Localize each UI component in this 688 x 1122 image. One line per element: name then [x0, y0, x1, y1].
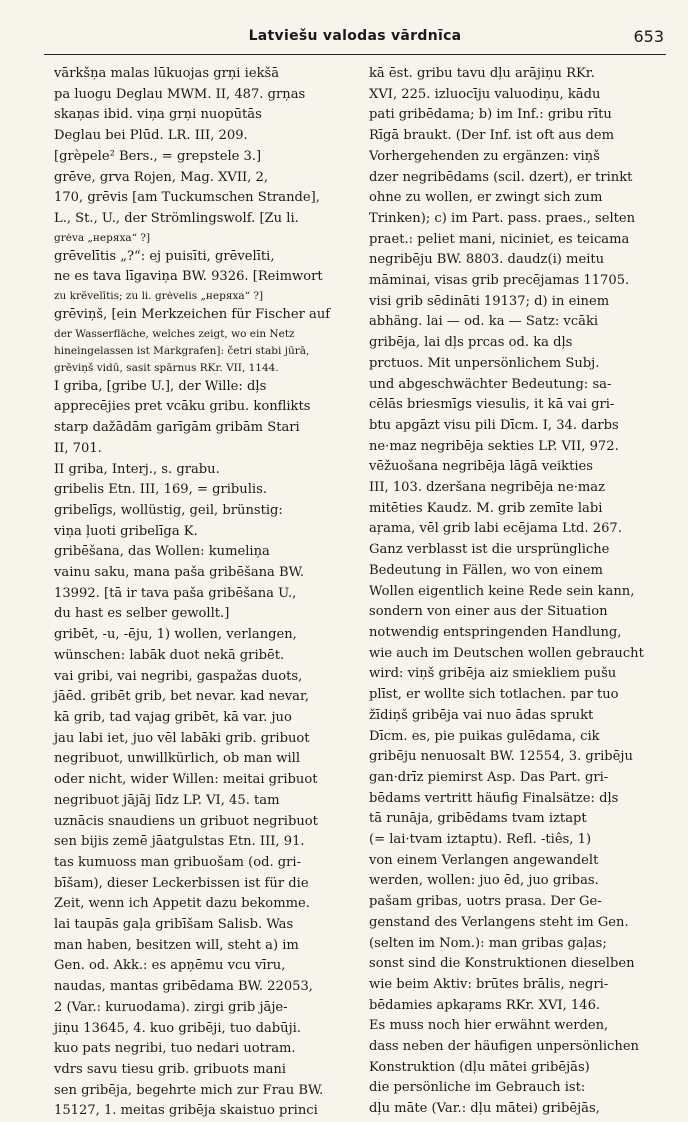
entry-line: tas kumuoss man gribuošam (od. gri- [54, 854, 302, 870]
entry-line: skaņas ibid. viņa grņi nuopūtās [54, 107, 262, 123]
entry-line: plīst, er wollte sich totlachen. par tuo [369, 687, 619, 703]
entry-line: III, 103. dzeršana negribēja ne·maz [369, 480, 606, 496]
entry-line: Wollen eigentlich keine Rede sein kann, [369, 583, 635, 599]
entry-line: wie beim Aktiv: brūtes brālis, negri- [369, 976, 609, 992]
entry-line: negribuot, unwillkürlich, ob man will [54, 751, 301, 767]
entry-line: man haben, besitzen will, steht a) im [54, 937, 299, 953]
entry-line: negribuot jājāj līdz LP. VI, 45. tam [54, 792, 280, 808]
entry-line: Ganz verblasst ist die ursprüngliche [369, 542, 610, 558]
entry-line: māminai, visas grib precējamas 11705. [369, 273, 630, 289]
entry-line: negribēju BW. 8803. daudz(i) meitu [369, 252, 605, 268]
entry-line: [grèpele² Bers., = grepstele 3.] [54, 148, 262, 164]
entry-line: ne·maz negribēja sekties LP. VII, 972. [369, 438, 619, 454]
entry-line: du hast es selber gewollt.] [54, 606, 230, 622]
entry-line: sen gribēja, begehrte mich zur Frau BW. [54, 1082, 324, 1098]
entry-line: II griba, Interj., s. grabu. [54, 461, 220, 477]
entry-line: aŗama, vēl grib labi ecējama Ltd. 267. [369, 521, 622, 537]
entry-line: (selten im Nom.): man gribas gaļas; [369, 935, 607, 951]
entry-line: (= lai·tvam iztaptu). Refl. -tiês, 1) [369, 832, 592, 848]
entry-line: XVI, 225. izluocīju valuodiņu, kādu [369, 86, 601, 102]
entry-line: dļu māte (Var.: dļu mātei) gribējās, [369, 1101, 600, 1117]
entry-line: btu apgāzt visu pili Dīcm. I, 34. darbs [369, 417, 619, 433]
entry-line: sonst sind die Konstruktionen dieselben [369, 956, 635, 972]
entry-line: und abgeschwächter Bedeutung: sa- [369, 376, 612, 392]
entry-line: gan·drīz piemirst Asp. Das Part. gri- [369, 769, 609, 785]
entry-line: grēvelītis „?“: ej puisīti, grēvelīti, [54, 248, 275, 264]
entry-line: kā grib, tad vajag gribēt, kā var. juo [54, 709, 292, 725]
entry-line: cēlās briesmīgs viesulis, it kā vai gri- [369, 397, 615, 413]
entry-line: grēviņš vidū, sasit spārnus RKr. VII, 1144. [54, 361, 279, 374]
entry-line: Es muss noch hier erwähnt werden, [369, 1018, 609, 1034]
entry-line: vainu saku, mana paša gribēšana BW. [54, 565, 304, 581]
entry-line: der Wasserfläche, welches zeigt, wo ein Netz [54, 327, 295, 340]
entry-line: Zeit, wenn ich Appetit dazu bekomme. [54, 896, 310, 912]
entry-line: bēdams vertritt häufig Finalsätze: dļs [369, 790, 619, 806]
dictionary-columns [54, 64, 666, 1119]
entry-line: wird: viņš gribēja aiz smiekliem pušu [369, 666, 617, 682]
entry-line: pašam gribas, uotrs prasa. Der Ge- [369, 894, 602, 910]
entry-line: notwendig entspringenden Handlung, [369, 624, 622, 640]
entry-line: gribēšana, das Wollen: kumeliņa [54, 544, 270, 560]
entry-line: gribēja, lai dļs prcas od. ka dļs [369, 335, 573, 351]
entry-line: naudas, mantas gribēdama BW. 22053, [54, 979, 313, 995]
entry-line: Trinken); c) im Part. pass. praes., selten [369, 210, 636, 226]
entry-line: ne es tava līgaviņa BW. 9326. [Reimwort [54, 269, 323, 285]
entry-line: grēve, grva Rojen, Mag. XVII, 2, [54, 169, 269, 185]
entry-line: grēviņš, [ein Merkzeichen für Fischer auf [54, 307, 331, 323]
entry-line: grėva „неряха“ ?] [54, 231, 151, 244]
entry-line: prctuos. Mit unpersönlichem Subj. [369, 355, 600, 371]
entry-line: kuo pats negribi, tuo nedari uotram. [54, 1041, 296, 1057]
entry-line: apprecējies pret vcāku gribu. konflikts [54, 399, 311, 415]
entry-line: Rīgā braukt. (Der Inf. ist oft aus dem [369, 128, 615, 144]
entry-line: II, 701. [54, 440, 102, 456]
entry-line: jau labi iet, juo vēl labāki grib. gribuot [54, 730, 310, 746]
entry-line: abhäng. lai — od. ka — Satz: vcāki [369, 314, 599, 330]
entry-line: die persönliche im Gebrauch ist: [369, 1080, 586, 1096]
entry-line: I griba, [gribe U.], der Wille: dļs [54, 378, 267, 394]
entry-line: Konstruktion (dļu mātei gribējās) [369, 1059, 590, 1075]
entry-line: 13992. [tā ir tava paša gribēšana U., [54, 585, 297, 601]
entry-line: hineingelassen ist Markgrafen]: četri stabi jūrā, [54, 344, 310, 357]
entry-line: Dīcm. es, pie puikas gulēdama, cik [369, 728, 600, 744]
left-column [54, 64, 351, 1119]
entry-line: mitēties Kaudz. M. grib zemīte labi [369, 500, 603, 516]
entry-line: dzer negribēdams (scil. dzert), er trinkt [369, 169, 633, 185]
entry-line: žīdiņš gribēja vai nuo ādas sprukt [369, 707, 594, 723]
page-number: 653 [633, 27, 664, 46]
entry-line: pati gribēdama; b) im Inf.: gribu rītu [369, 107, 612, 123]
entry-line: wünschen: labāk duot nekā gribēt. [54, 647, 285, 663]
entry-line: starp dažādām garīgām gribām Stari [54, 420, 300, 436]
entry-line: Gen. od. Akk.: es apņēmu vcu vīru, [54, 958, 286, 974]
entry-line: vēžuošana negribēja lāgā veikties [369, 459, 593, 475]
entry-line: pa luogu Deglau MWM. II, 487. grņas [54, 86, 306, 102]
entry-line: bīšam), dieser Leckerbissen ist für die [54, 875, 309, 891]
entry-line: werden, wollen: juo ēd, juo gribas. [369, 873, 599, 889]
entry-line: vārkšņa malas lūkuojas grņi iekšā [54, 66, 280, 81]
entry-line: genstand des Verlangens steht im Gen. [369, 914, 629, 930]
entry-line: Bedeutung in Fällen, wo von einem [369, 562, 603, 578]
entry-line: jāēd. gribēt grib, bet nevar. kad nevar, [54, 689, 309, 705]
entry-line: gribēju nenuosalt BW. 12554, 3. gribēju [369, 749, 633, 765]
entry-line: gribelīgs, wollüstig, geil, brünstig: [54, 502, 283, 518]
entry-line: ohne zu wollen, er zwingt sich zum [369, 190, 603, 206]
entry-line: viņa ļuoti gribelīga K. [54, 523, 198, 539]
entry-line: vai gribi, vai negribi, gaspažas duots, [54, 668, 303, 684]
entry-line: tā runāja, gribēdams tvam iztapt [369, 811, 587, 827]
entry-line: visi grib sēdināti 19137; d) in einem [369, 293, 610, 309]
entry-line: 170, grēvis [am Tuckumschen Strande], [54, 190, 320, 206]
entry-line: von einem Verlangen angewandelt [369, 852, 599, 868]
entry-line: praet.: peliet mani, niciniet, es teicama [369, 231, 630, 247]
entry-line: sondern von einer aus der Situation [369, 604, 608, 620]
entry-line: sen bijis zemē jāatgulstas Etn. III, 91. [54, 834, 305, 850]
entry-line: 15127, 1. meitas gribēja skaistuo princi [54, 1103, 318, 1119]
entry-line: Deglau bei Plūd. LR. III, 209. [54, 128, 248, 144]
entry-line: jiņu 13645, 4. kuo gribēji, tuo dabūji. [54, 1020, 302, 1036]
entry-line: bēdamies apkaŗams RKr. XVI, 146. [369, 997, 601, 1013]
right-column [369, 64, 666, 1117]
entry-line: vdrs savu tiesu grib. gribuots mani [54, 1061, 286, 1077]
entry-line: lai taupās gaļa gribīšam Salisb. Was [54, 917, 294, 933]
entry-line: 2 (Var.: kuruodama). zirgi grib jāje- [54, 999, 288, 1015]
running-title: Latviešu valodas vārdnīca [248, 28, 462, 44]
entry-line: oder nicht, wider Willen: meitai gribuot [54, 772, 318, 788]
entry-line: kā ēst. gribu tavu dļu arājiņu RKr. [369, 66, 595, 81]
entry-line: gribēt, -u, -ēju, 1) wollen, verlangen, [54, 627, 297, 643]
entry-line: Vorhergehenden zu ergänzen: viņš [369, 148, 600, 164]
entry-line: zu krēvelītis; zu li. grėvelis „неряха“ ?] [54, 290, 264, 303]
entry-line: uznācis snaudiens un gribuot negribuot [54, 813, 318, 829]
entry-line: gribelis Etn. III, 169, = gribulis. [54, 482, 267, 498]
page-header [44, 24, 666, 55]
entry-line: dass neben der häufigen unpersönlichen [369, 1039, 639, 1055]
entry-line: wie auch im Deutschen wollen gebraucht [369, 645, 644, 661]
entry-line: L., St., U., der Strömlingswolf. [Zu li. [54, 210, 299, 226]
